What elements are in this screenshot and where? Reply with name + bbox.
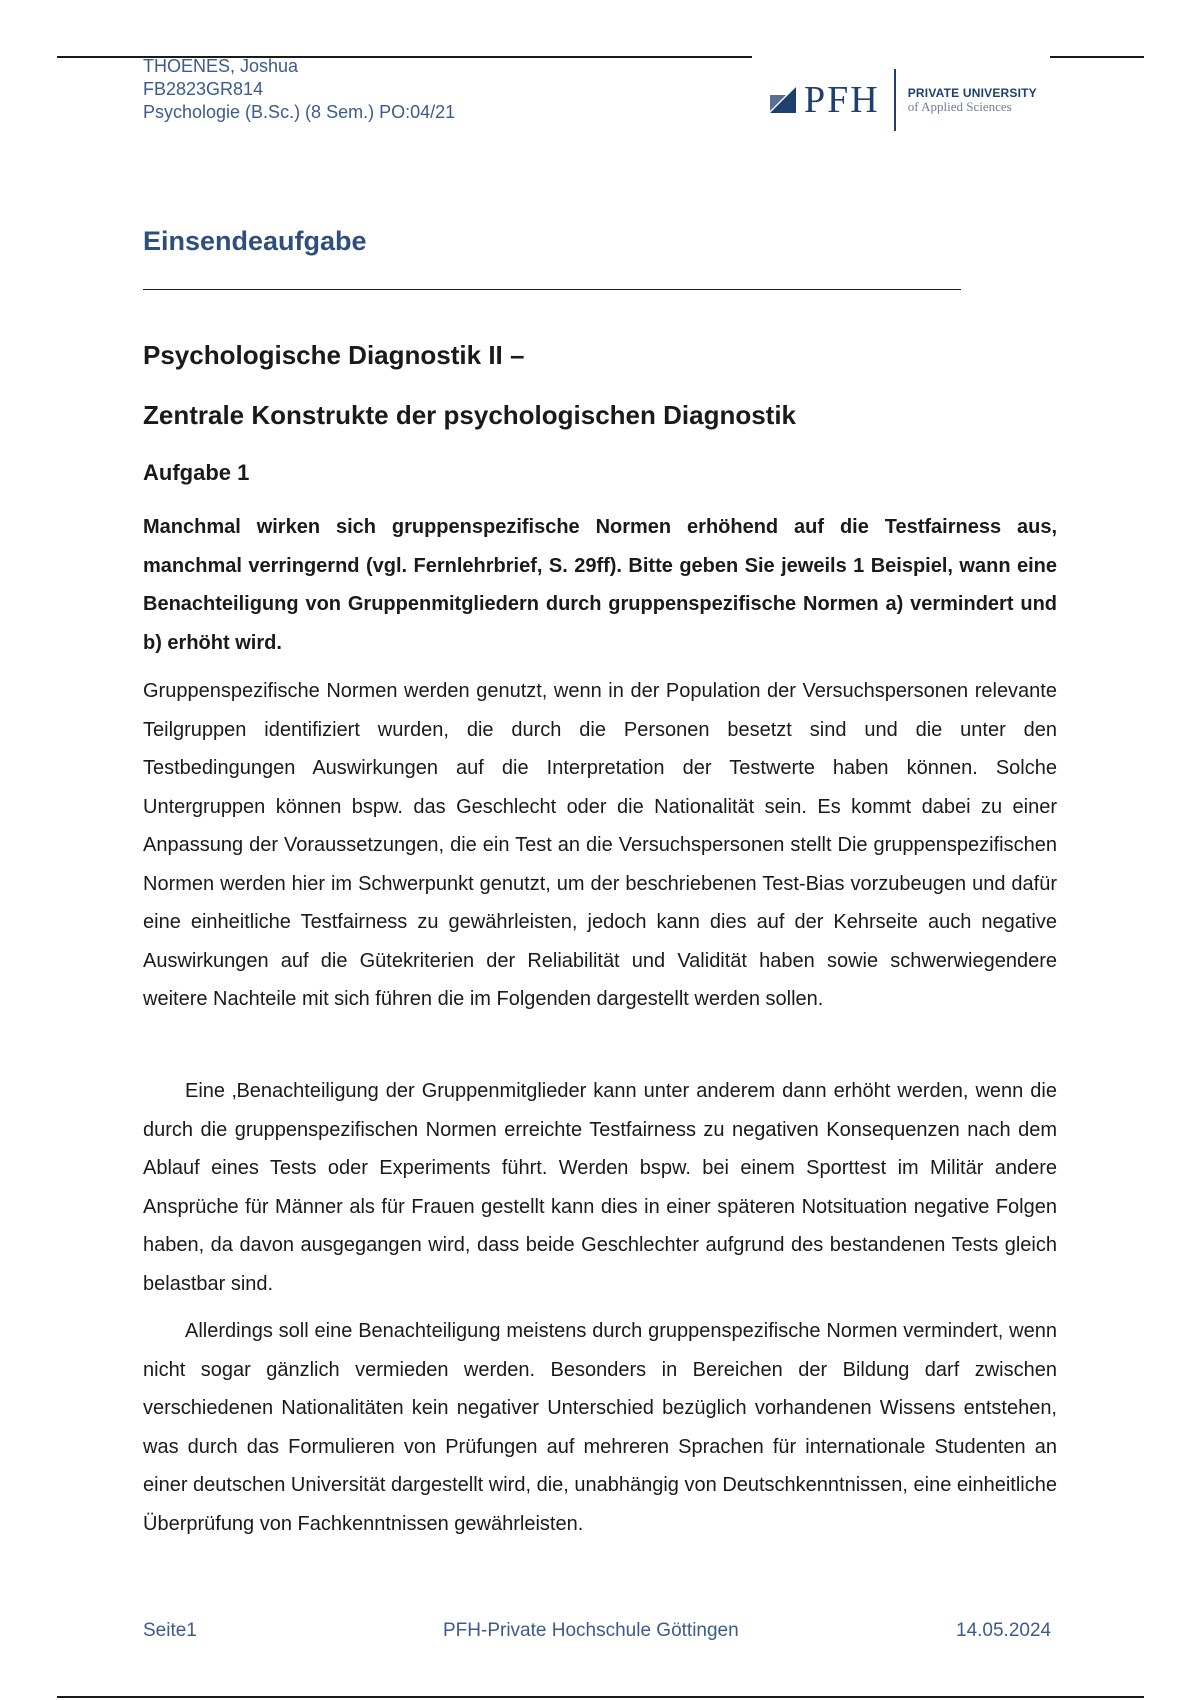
pfh-logo-mark-icon <box>770 87 796 113</box>
footer-institution: PFH-Private Hochschule Göttingen <box>443 1620 739 1641</box>
logo-divider <box>894 69 896 131</box>
task-text: Manchmal wirken sich gruppenspezifische Normen erhöhend auf die Testfairness aus, manchmal verringernd (vgl. Fernlehrbrief, S. 29ff). Bitte geben Sie jeweils 1 Beispiel, wann eine Benachteiligung von Gruppenmitgliedern durch gruppenspezifische Normen a) vermindert und b) erhöht wird. <box>143 516 1057 654</box>
body-paragraph-1: Gruppenspezifische Normen werden genutzt, wenn in der Population der Versuchspersonen relevante Teilgruppen identifiziert wurden, die durch die Personen besetzt sind und die unter den Testbedingungen Auswirkungen auf die Interpretation der Testwerte haben können. Solche Untergruppen können bspw. das Geschlecht oder die Nationalität sein. Es kommt dabei zu einer Anpassung der Voraussetzungen, die ein Test an die Versuchspersonen stellt Die gruppenspezifischen Normen werden hier im Schwerpunkt genutzt, um der beschriebenen Test-Bias vorzubeugen und dafür eine einheitliche Testfairness zu gewährleisten, jedoch kann dies auf der Kehrseite auch negative Auswirkungen auf die Gütekriterien der Reliabilität und Validität haben sowie schwerwiegendere weitere Nachteile mit sich führen die im Folgenden dargestellt werden sollen. <box>143 680 1057 1010</box>
task-heading: Aufgabe 1 <box>143 460 250 485</box>
footer-rule <box>57 1696 1144 1698</box>
footer-page: Seite1 <box>143 1620 197 1641</box>
logo-subtitle-line1: PRIVATE UNIVERSITY <box>907 86 1037 100</box>
section-title-underline <box>143 289 961 290</box>
logo-wordmark: PFH <box>804 79 880 121</box>
document-title-line1: Psychologische Diagnostik II – <box>143 340 525 370</box>
header-rule-right <box>1050 56 1144 58</box>
document-title-line2: Zentrale Konstrukte der psychologischen Diagnostik <box>143 400 797 430</box>
study-program: Psychologie (B.Sc.) (8 Sem.) PO:04/21 <box>143 102 456 122</box>
section-title: Einsendeaufgabe <box>143 226 367 256</box>
student-id: FB2823GR814 <box>143 79 264 99</box>
body-paragraph-2: Eine ‚Benachteiligung der Gruppenmitglieder kann unter anderem dann erhöht werden, wenn die durch die gruppenspezifischen Normen erreichte Testfairness zu negativen Konsequenzen nach dem Ablauf eines Tests oder Experiments führt. Werden bspw. bei einem Sporttest im Militär andere Ansprüche für Männer als für Frauen gestellt kann dies in einer späteren Notsituation negative Folgen haben, da davon ausgegangen wird, dass beide Geschlechter aufgrund des bestandenen Tests gleich belastbar sind. <box>143 1080 1057 1295</box>
body-paragraph-3: Allerdings soll eine Benachteiligung meistens durch gruppenspezifische Normen vermindert, wenn nicht sogar gänzlich vermieden werden. Besonders in Bereichen der Bildung darf zwischen verschiedenen Nationalitäten kein negativer Unterschied bezüglich vorhandenen Wissens entstehen, was durch das Formulieren von Prüfungen auf mehreren Sprachen für internationale Studenten an einer deutschen Universität dargestellt wird, die, unabhängig von Deutschkenntnissen, eine einheitliche Überprüfung von Fachkenntnissen gewährleisten. <box>143 1320 1057 1535</box>
student-name: THOENES, Joshua <box>143 56 299 76</box>
logo-subtitle <box>908 86 1037 114</box>
logo-subtitle-line2: of Applied Sciences <box>907 99 1012 114</box>
header-info <box>143 55 455 124</box>
pfh-logo <box>770 68 1042 132</box>
footer-date: 14.05.2024 <box>956 1620 1052 1641</box>
